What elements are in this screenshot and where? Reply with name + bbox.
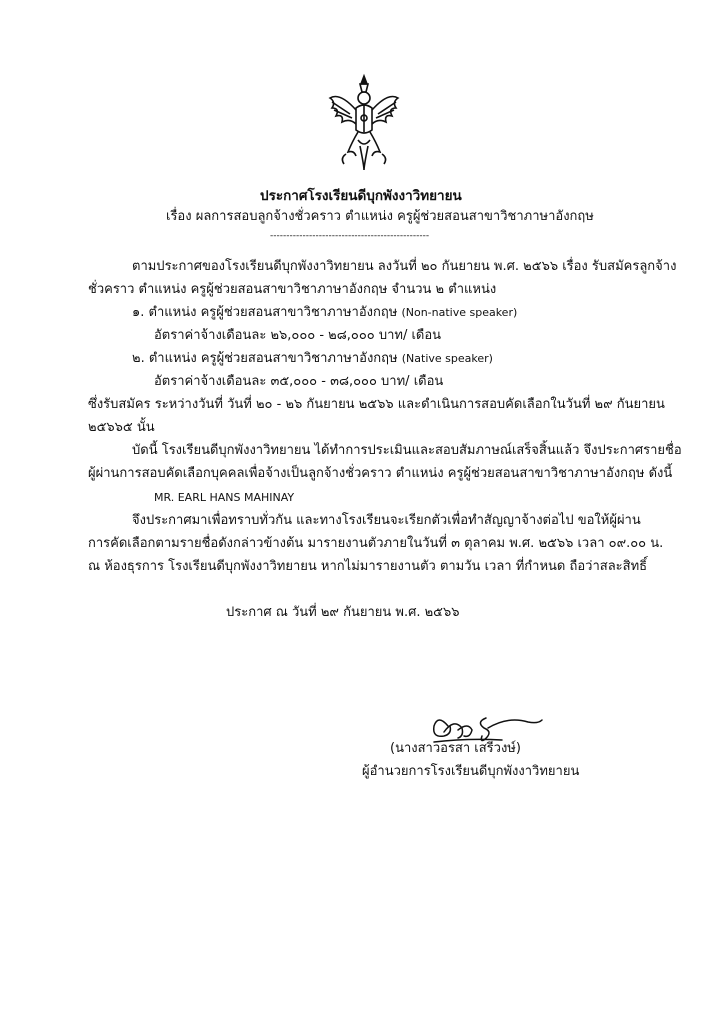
paragraph-1-line-1: ตามประกาศของโรงเรียนดีบุกพังงาวิทยายน ลงวันที่ ๒๐ กันยายน พ.ศ. ๒๕๖๖ เรื่อง รับสมัครลูกจ้าง — [132, 259, 677, 274]
paragraph-1-line-2: ชั่วคราว ตำแหน่ง ครูผู้ช่วยสอนสาขาวิชาภาษาอังกฤษ จำนวน ๒ ตำแหน่ง — [88, 282, 497, 297]
position-1-title-text: ๑. ตำแหน่ง ครูผู้ช่วยสอนสาขาวิชาภาษาอังกฤษ — [132, 305, 398, 320]
announcement-date: ประกาศ ณ วันที่ ๒๙ กันยายน พ.ศ. ๒๕๖๖ — [226, 605, 460, 620]
paragraph-4-line-1: จึงประกาศมาเพื่อทราบทั่วกัน และทางโรงเรียนจะเรียกตัวเพื่อทำสัญญาจ้างต่อไป ขอให้ผู้ผ่าน — [132, 513, 641, 528]
garuda-emblem-icon — [326, 72, 402, 172]
position-2-rate: อัตราค่าจ้างเดือนละ ๓๕,๐๐๐ - ๓๘,๐๐๐ บาท/ เดือน — [154, 374, 444, 389]
position-1-rate: อัตราค่าจ้างเดือนละ ๒๖,๐๐๐ - ๒๘,๐๐๐ บาท/ เดือน — [154, 328, 442, 343]
announcement-title: ประกาศโรงเรียนดีบุกพังงาวิทยายน — [260, 188, 462, 204]
divider-line: ------------------------------------------------- — [270, 231, 430, 241]
selected-candidate-name: MR. EARL HANS MAHINAY — [154, 491, 295, 504]
signer-position: ผู้อำนวยการโรงเรียนดีบุกพังงาวิทยายน — [362, 764, 580, 779]
paragraph-3-line-1: บัดนี้ โรงเรียนดีบุกพังงาวิทยายน ได้ทำการประเมินและสอบสัมภาษณ์เสร็จสิ้นแล้ว จึงประกาศรายชื่อ — [132, 443, 682, 458]
signer-name: (นางสาวอรสา เสรีวงษ์) — [390, 741, 521, 756]
position-1-title — [132, 305, 517, 321]
position-2-title — [132, 351, 493, 367]
paragraph-2-line-2: ๒๕๖๖๕ นั้น — [88, 420, 155, 435]
position-2-speaker-note: (Native speaker) — [401, 352, 493, 365]
announcement-subject: เรื่อง ผลการสอบลูกจ้างชั่วคราว ตำแหน่ง ครูผู้ช่วยสอนสาขาวิชาภาษาอังกฤษ — [166, 209, 594, 224]
paragraph-2-line-1: ซึ่งรับสมัคร ระหว่างวันที่ วันที่ ๒๐ - ๒๖ กันยายน ๒๕๖๖ และดำเนินการสอบคัดเลือกในวันที่ ๒๙ กันยายน — [88, 397, 665, 412]
position-2-title-text: ๒. ตำแหน่ง ครูผู้ช่วยสอนสาขาวิชาภาษาอังกฤษ — [132, 351, 398, 366]
paragraph-4-line-3: ณ ห้องธุรการ โรงเรียนดีบุกพังงาวิทยายน หากไม่มารายงานตัว ตามวัน เวลา ที่กำหนด ถือว่าสละสิทธิ์ — [88, 559, 648, 574]
position-1-speaker-note: (Non-native speaker) — [401, 306, 518, 319]
paragraph-3-line-2: ผู้ผ่านการสอบคัดเลือกบุคคลเพื่อจ้างเป็นลูกจ้างชั่วคราว ตำแหน่ง ครูผู้ช่วยสอนสาขาวิชาภาษาอังกฤษ ดังนี้ — [88, 466, 673, 481]
paragraph-4-line-2: การคัดเลือกตามรายชื่อดังกล่าวข้างต้น มารายงานตัวภายในวันที่ ๓ ตุลาคม พ.ศ. ๒๕๖๖ เวลา ๐๙.๐๐ น. — [88, 536, 664, 551]
